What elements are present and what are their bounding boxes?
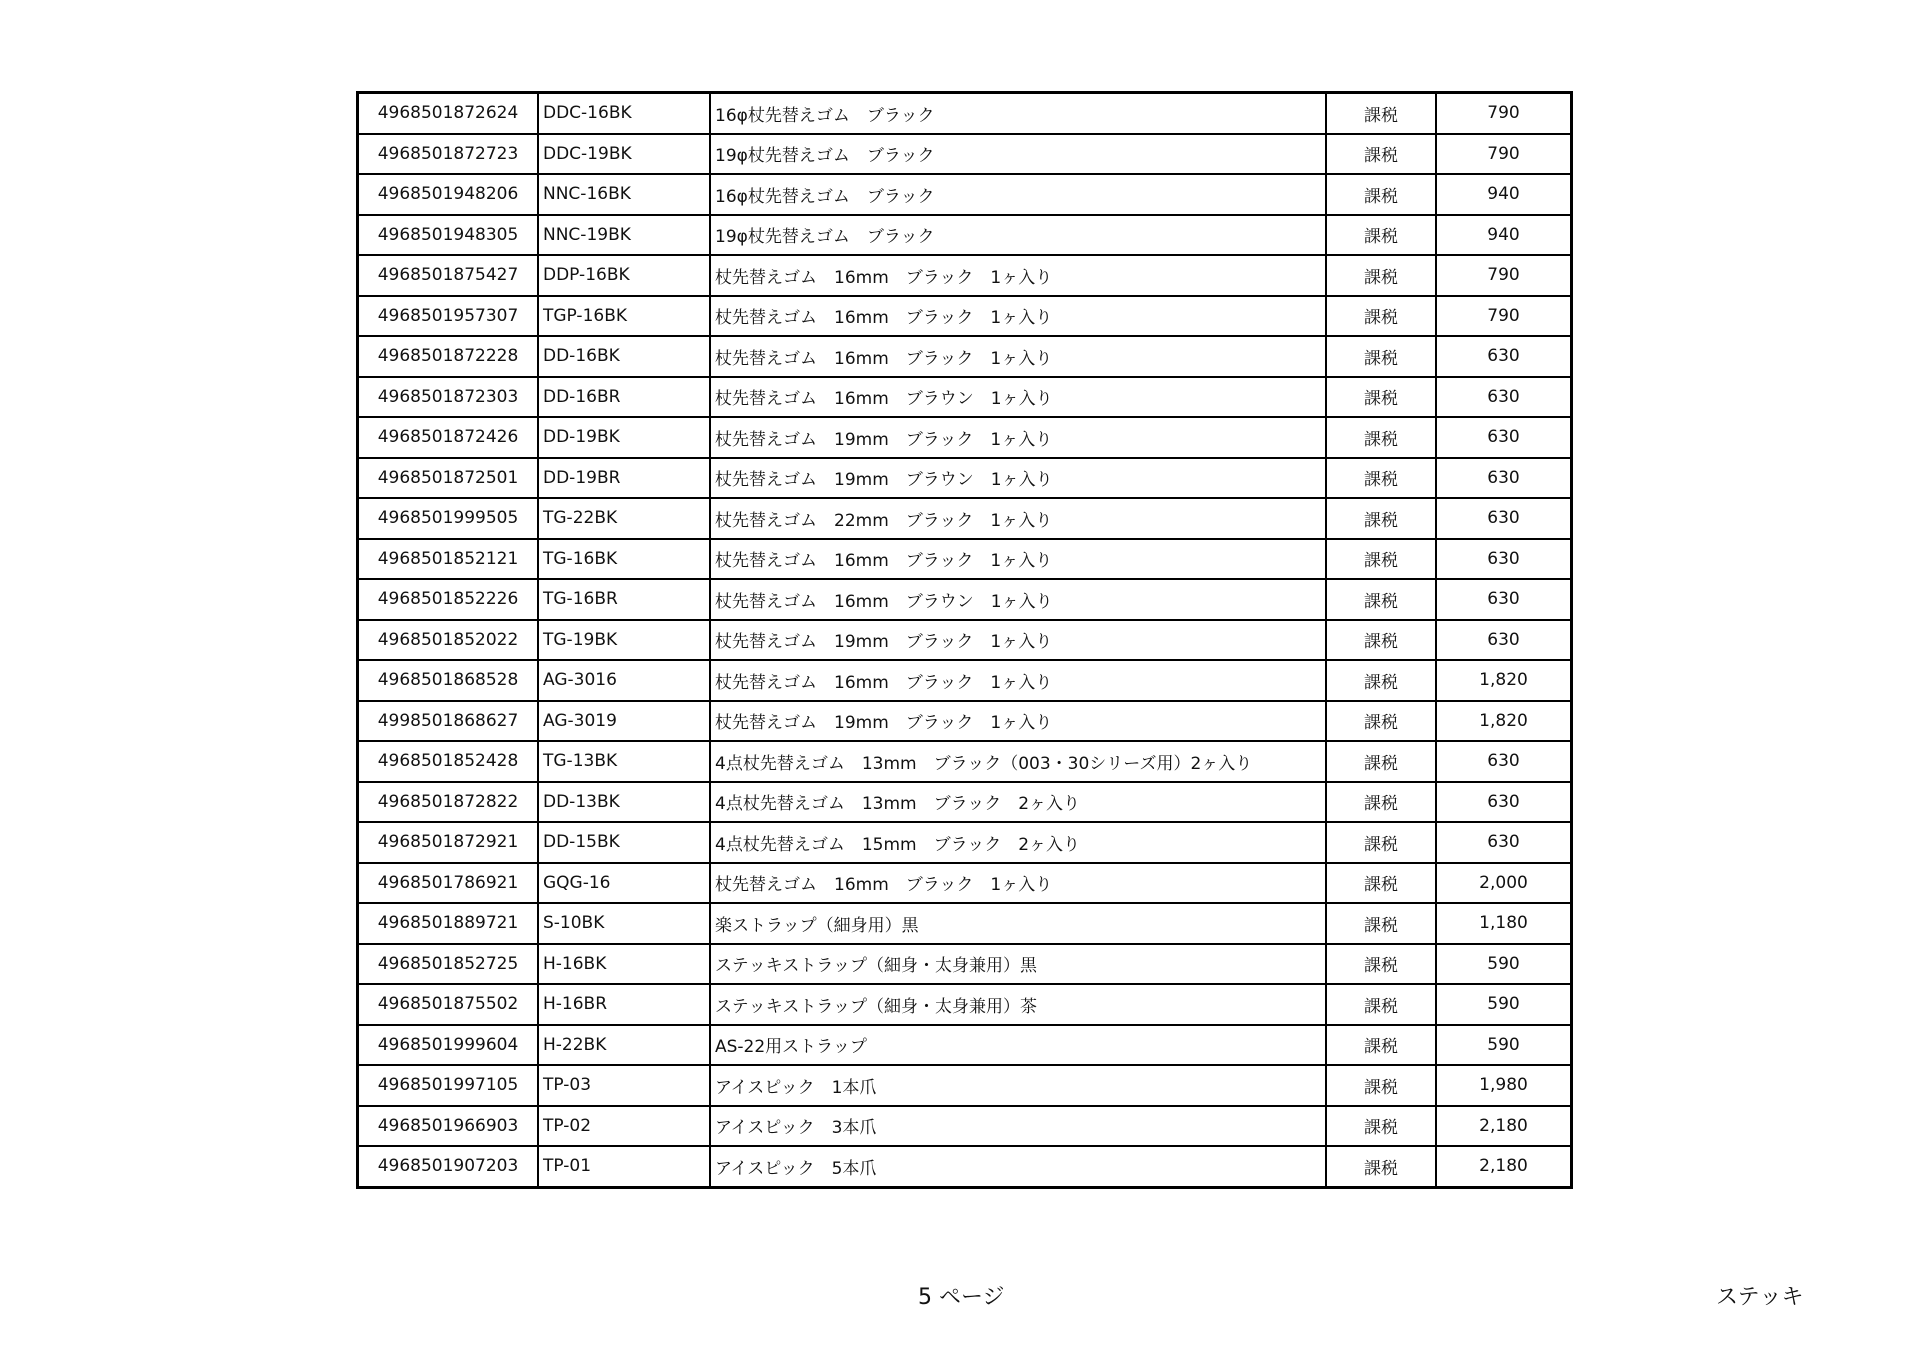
table-row	[358, 1065, 1572, 1106]
tax-type-cell: 課税	[1326, 1106, 1436, 1147]
jan-code-cell: 4968501889721	[358, 903, 539, 944]
product-name-cell: 16φ杖先替えゴム ブラック	[710, 93, 1326, 134]
product-table-body	[358, 93, 1572, 1188]
jan-code-cell: 4968501872822	[358, 782, 539, 823]
price-cell: 630	[1436, 782, 1572, 823]
price-cell: 630	[1436, 822, 1572, 863]
table-row	[358, 822, 1572, 863]
product-name-cell: 杖先替えゴム 19mm ブラウン 1ヶ入り	[710, 458, 1326, 499]
product-code-cell: TG-22BK	[538, 498, 710, 539]
tax-type-cell: 課税	[1326, 539, 1436, 580]
product-code-cell: TG-13BK	[538, 741, 710, 782]
tax-type-cell: 課税	[1326, 377, 1436, 418]
product-name-cell: 16φ杖先替えゴム ブラック	[710, 174, 1326, 215]
table-row	[358, 620, 1572, 661]
jan-code-cell: 4968501875427	[358, 255, 539, 296]
product-name-cell: ステッキストラップ（細身・太身兼用）黒	[710, 944, 1326, 985]
tax-type-cell: 課税	[1326, 903, 1436, 944]
table-row	[358, 863, 1572, 904]
product-code-cell: AG-3019	[538, 701, 710, 742]
price-cell: 940	[1436, 174, 1572, 215]
product-name-cell: 4点杖先替えゴム 13mm ブラック 2ヶ入り	[710, 782, 1326, 823]
price-cell: 790	[1436, 134, 1572, 175]
price-cell: 590	[1436, 1025, 1572, 1066]
product-code-cell: S-10BK	[538, 903, 710, 944]
price-cell: 790	[1436, 255, 1572, 296]
product-code-cell: DD-16BR	[538, 377, 710, 418]
tax-type-cell: 課税	[1326, 701, 1436, 742]
tax-type-cell: 課税	[1326, 215, 1436, 256]
product-code-cell: TG-19BK	[538, 620, 710, 661]
jan-code-cell: 4968501875502	[358, 984, 539, 1025]
jan-code-cell: 4968501852022	[358, 620, 539, 661]
table-row	[358, 984, 1572, 1025]
jan-code-cell: 4968501872501	[358, 458, 539, 499]
price-cell: 630	[1436, 579, 1572, 620]
price-cell: 630	[1436, 741, 1572, 782]
category-label: ステッキ	[1716, 1285, 1804, 1310]
table-row	[358, 134, 1572, 175]
product-code-cell: TP-02	[538, 1106, 710, 1147]
tax-type-cell: 課税	[1326, 458, 1436, 499]
tax-type-cell: 課税	[1326, 579, 1436, 620]
table-row	[358, 1146, 1572, 1187]
jan-code-cell: 4968501957307	[358, 296, 539, 337]
tax-type-cell: 課税	[1326, 134, 1436, 175]
product-name-cell: 杖先替えゴム 22mm ブラック 1ヶ入り	[710, 498, 1326, 539]
table-row	[358, 660, 1572, 701]
product-name-cell: 杖先替えゴム 16mm ブラック 1ヶ入り	[710, 336, 1326, 377]
product-name-cell: アイスピック 1本爪	[710, 1065, 1326, 1106]
price-cell: 1,980	[1436, 1065, 1572, 1106]
table-row	[358, 498, 1572, 539]
price-cell: 630	[1436, 620, 1572, 661]
product-code-cell: DD-16BK	[538, 336, 710, 377]
tax-type-cell: 課税	[1326, 417, 1436, 458]
product-code-cell: TGP-16BK	[538, 296, 710, 337]
jan-code-cell: 4968501966903	[358, 1106, 539, 1147]
jan-code-cell: 4968501852428	[358, 741, 539, 782]
jan-code-cell: 4968501852725	[358, 944, 539, 985]
table-row	[358, 1106, 1572, 1147]
product-name-cell: ステッキストラップ（細身・太身兼用）茶	[710, 984, 1326, 1025]
product-name-cell: 杖先替えゴム 19mm ブラック 1ヶ入り	[710, 620, 1326, 661]
table-row	[358, 296, 1572, 337]
table-row	[358, 255, 1572, 296]
product-code-cell: DDC-19BK	[538, 134, 710, 175]
price-cell: 2,000	[1436, 863, 1572, 904]
jan-code-cell: 4968501997105	[358, 1065, 539, 1106]
tax-type-cell: 課税	[1326, 174, 1436, 215]
product-name-cell: 杖先替えゴム 19mm ブラック 1ヶ入り	[710, 701, 1326, 742]
page-number: 5 ページ	[918, 1285, 1005, 1310]
price-cell: 630	[1436, 336, 1572, 377]
price-cell: 630	[1436, 417, 1572, 458]
tax-type-cell: 課税	[1326, 498, 1436, 539]
tax-type-cell: 課税	[1326, 296, 1436, 337]
jan-code-cell: 4968501999604	[358, 1025, 539, 1066]
product-name-cell: 杖先替えゴム 16mm ブラウン 1ヶ入り	[710, 377, 1326, 418]
table-row	[358, 174, 1572, 215]
jan-code-cell: 4968501872228	[358, 336, 539, 377]
price-cell: 1,820	[1436, 701, 1572, 742]
product-name-cell: 4点杖先替えゴム 15mm ブラック 2ヶ入り	[710, 822, 1326, 863]
price-cell: 790	[1436, 93, 1572, 134]
product-name-cell: AS-22用ストラップ	[710, 1025, 1326, 1066]
product-name-cell: 杖先替えゴム 16mm ブラック 1ヶ入り	[710, 255, 1326, 296]
product-name-cell: アイスピック 3本爪	[710, 1106, 1326, 1147]
table-row	[358, 903, 1572, 944]
product-name-cell: 杖先替えゴム 16mm ブラック 1ヶ入り	[710, 660, 1326, 701]
price-cell: 1,820	[1436, 660, 1572, 701]
jan-code-cell: 4968501999505	[358, 498, 539, 539]
table-row	[358, 458, 1572, 499]
tax-type-cell: 課税	[1326, 741, 1436, 782]
table-row	[358, 1025, 1572, 1066]
price-cell: 590	[1436, 944, 1572, 985]
product-code-cell: TP-03	[538, 1065, 710, 1106]
jan-code-cell: 4968501786921	[358, 863, 539, 904]
table-row	[358, 215, 1572, 256]
product-code-cell: H-16BR	[538, 984, 710, 1025]
tax-type-cell: 課税	[1326, 782, 1436, 823]
price-cell: 630	[1436, 377, 1572, 418]
table-row	[358, 782, 1572, 823]
price-cell: 630	[1436, 539, 1572, 580]
jan-code-cell: 4968501868528	[358, 660, 539, 701]
table-row	[358, 377, 1572, 418]
price-cell: 590	[1436, 984, 1572, 1025]
jan-code-cell: 4968501872426	[358, 417, 539, 458]
tax-type-cell: 課税	[1326, 255, 1436, 296]
table-row	[358, 417, 1572, 458]
table-row	[358, 539, 1572, 580]
product-code-cell: TG-16BK	[538, 539, 710, 580]
price-cell: 790	[1436, 296, 1572, 337]
jan-code-cell: 4968501948206	[358, 174, 539, 215]
tax-type-cell: 課税	[1326, 944, 1436, 985]
table-row	[358, 336, 1572, 377]
table-row	[358, 701, 1572, 742]
product-code-cell: NNC-16BK	[538, 174, 710, 215]
product-code-cell: AG-3016	[538, 660, 710, 701]
tax-type-cell: 課税	[1326, 1146, 1436, 1187]
product-code-cell: GQG-16	[538, 863, 710, 904]
product-name-cell: アイスピック 5本爪	[710, 1146, 1326, 1187]
product-code-cell: DD-19BK	[538, 417, 710, 458]
jan-code-cell: 4968501852121	[358, 539, 539, 580]
tax-type-cell: 課税	[1326, 1025, 1436, 1066]
product-code-cell: H-22BK	[538, 1025, 710, 1066]
product-name-cell: 19φ杖先替えゴム ブラック	[710, 134, 1326, 175]
price-cell: 2,180	[1436, 1106, 1572, 1147]
price-cell: 2,180	[1436, 1146, 1572, 1187]
product-code-cell: TG-16BR	[538, 579, 710, 620]
jan-code-cell: 4998501868627	[358, 701, 539, 742]
jan-code-cell: 4968501852226	[358, 579, 539, 620]
table-row	[358, 741, 1572, 782]
product-price-table	[356, 91, 1573, 1189]
product-name-cell: 杖先替えゴム 19mm ブラック 1ヶ入り	[710, 417, 1326, 458]
product-code-cell: DD-19BR	[538, 458, 710, 499]
jan-code-cell: 4968501872723	[358, 134, 539, 175]
tax-type-cell: 課税	[1326, 660, 1436, 701]
table-row	[358, 579, 1572, 620]
product-name-cell: 杖先替えゴム 16mm ブラウン 1ヶ入り	[710, 579, 1326, 620]
table-row	[358, 944, 1572, 985]
jan-code-cell: 4968501948305	[358, 215, 539, 256]
price-cell: 940	[1436, 215, 1572, 256]
product-name-cell: 杖先替えゴム 16mm ブラック 1ヶ入り	[710, 863, 1326, 904]
table-row	[358, 93, 1572, 134]
product-name-cell: 杖先替えゴム 16mm ブラック 1ヶ入り	[710, 539, 1326, 580]
product-code-cell: DD-15BK	[538, 822, 710, 863]
jan-code-cell: 4968501907203	[358, 1146, 539, 1187]
product-code-cell: H-16BK	[538, 944, 710, 985]
product-code-cell: DDP-16BK	[538, 255, 710, 296]
jan-code-cell: 4968501872303	[358, 377, 539, 418]
product-code-cell: DD-13BK	[538, 782, 710, 823]
product-name-cell: 19φ杖先替えゴム ブラック	[710, 215, 1326, 256]
product-code-cell: TP-01	[538, 1146, 710, 1187]
tax-type-cell: 課税	[1326, 620, 1436, 661]
tax-type-cell: 課税	[1326, 93, 1436, 134]
product-code-cell: NNC-19BK	[538, 215, 710, 256]
tax-type-cell: 課税	[1326, 822, 1436, 863]
product-name-cell: 楽ストラップ（細身用）黒	[710, 903, 1326, 944]
jan-code-cell: 4968501872624	[358, 93, 539, 134]
tax-type-cell: 課税	[1326, 336, 1436, 377]
product-name-cell: 杖先替えゴム 16mm ブラック 1ヶ入り	[710, 296, 1326, 337]
price-cell: 630	[1436, 498, 1572, 539]
price-cell: 1,180	[1436, 903, 1572, 944]
price-cell: 630	[1436, 458, 1572, 499]
jan-code-cell: 4968501872921	[358, 822, 539, 863]
product-name-cell: 4点杖先替えゴム 13mm ブラック（003・30シリーズ用）2ヶ入り	[710, 741, 1326, 782]
tax-type-cell: 課税	[1326, 1065, 1436, 1106]
product-code-cell: DDC-16BK	[538, 93, 710, 134]
tax-type-cell: 課税	[1326, 984, 1436, 1025]
tax-type-cell: 課税	[1326, 863, 1436, 904]
